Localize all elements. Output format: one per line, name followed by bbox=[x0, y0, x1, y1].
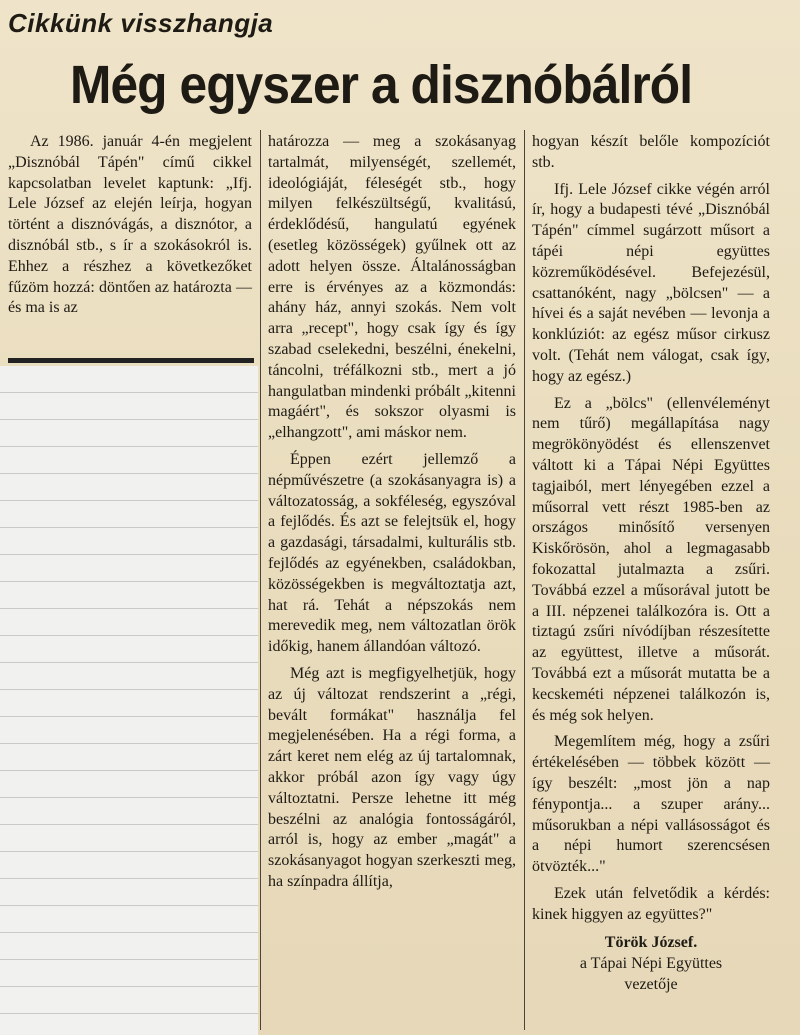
author-signature bbox=[532, 933, 770, 995]
rubric-title: Cikkünk visszhangja bbox=[8, 8, 274, 38]
lined-backing-paper bbox=[0, 366, 258, 1035]
column-end-rule bbox=[8, 358, 254, 363]
paragraph: Éppen ezért jellemző a népművészetre (a szokásanyagra is) a változatosság, a sokféleség, egyszóval a fejlődés. És azt se felejtsük el, hogy a gazdasági, társadalmi, kulturális stb. fejlődés az egyénekben, családokban, közösségekben is megváltoztatja azt, hat rá. Tehát a népszokás nem merevedik meg, nem változatlan örök időkig, hanem állandóan változó. bbox=[268, 450, 516, 656]
headline: Még egyszer a disznóbálról bbox=[70, 55, 693, 115]
article-column-1 bbox=[8, 132, 252, 319]
paragraph: Még azt is megfigyelhetjük, hogy az új változat rendszerint a „régi, bevált formákat" használja fel megjelenésében. Ha a régi forma, a zárt keret nem elég az új tartalomnak, akkor próbál azon így vagy úgy változtatni. Persze lehetne itt még beszélni az analógia fontosságáról, arról is, hogy az ember „magát" a szokásanyagot hogyan szerkeszti meg, ha színpadra állítja, bbox=[268, 664, 516, 890]
paragraph: Megemlítem még, hogy a zsűri értékelésében — többek között — így beszélt: „most jön a nap fénypontja... a szuper arány... műsorukban a népi vallásosságot és a népi humort szerencsésen ötvözték..." bbox=[532, 733, 770, 876]
author-role: a Tápai Népi Együttes bbox=[579, 955, 723, 973]
paragraph: Ezek után felvetődik a kérdés: kinek higgyen az együttes?" bbox=[532, 884, 770, 923]
author-role-title: vezetője bbox=[624, 976, 678, 994]
paragraph: Ifj. Lele József cikke végén arról ír, hogy a budapesti tévé „Disznóbál Tápén" címmel sugárzott műsort a tápéi népi együttes közreműködésével. Befejezésül, csattanóként, nagy „bölcsen" — a hívei és a saját nevében — levonja a konklúziót: az egész műsor cirkusz volt. (Tehát nem válogat, csak így, hogy az egész.) bbox=[532, 180, 770, 385]
paragraph: határozza — meg a szokásanyag tartalmát, milyenségét, szellemét, ideológiáját, féleségét stb., hogy milyen felkészültségű, kvalitású, érdeklődésű, hangulatú egyének (esetleg közösségek) gyűlnek ott az adott helyen össze. Általánosságban erre is érvényes az a közmondás: ahány ház, annyi szokás. Nem volt arra „recept", hogy csak így és így szabad cselekedni, beszélni, énekelni, táncolni, tréfálkozni stb., mert a jó hangulatban mindenki próbált „kitenni magáért", és sokszor olyasmi is „elhangzott", ami máskor nem. bbox=[268, 133, 516, 442]
column-divider bbox=[524, 130, 525, 1030]
article-column-3 bbox=[532, 132, 770, 996]
column-divider bbox=[260, 130, 261, 1030]
paragraph: Az 1986. január 4-én megjelent „Disznóbál Tápén" című cikkel kapcsolatban levelet kaptunk: „Ifj. Lele József az elején leírja, hogyan történt a disznóvágás, a disznótor, a disznóbál stb., s ír a szokásokról is. Ehhez a részhez a következőket fűzöm hozzá: döntően az határozta — és ma is az bbox=[8, 133, 252, 317]
paragraph: Ez a „bölcs" (ellenvéleményt nem tűrő) megállapítása nagy megrökönyödést és ellenszenvet váltott ki a Tápai Népi Együttes tagjaiból, mert lényegében ezzel a műsorral vett részt 1985-ben az országos minősítő versenyen Kiskőrösön, ahol a legmagasabb fokozattal jutalmazta a zsűri. Továbbá ezzel a műsorával jutott be a III. népzenei találkozóra is. Ott a tiztagú zsűri nívódíjban részesítette az együttest, illetve a műsorát. Továbbá ezt a műsorát mutatta be a kecskeméti népzenei találkozón is, és még sok helyen. bbox=[532, 394, 770, 724]
paragraph: hogyan készít belőle kompozíciót stb. bbox=[532, 133, 770, 171]
author-name: Török József. bbox=[604, 934, 698, 952]
article-column-2 bbox=[268, 132, 516, 893]
